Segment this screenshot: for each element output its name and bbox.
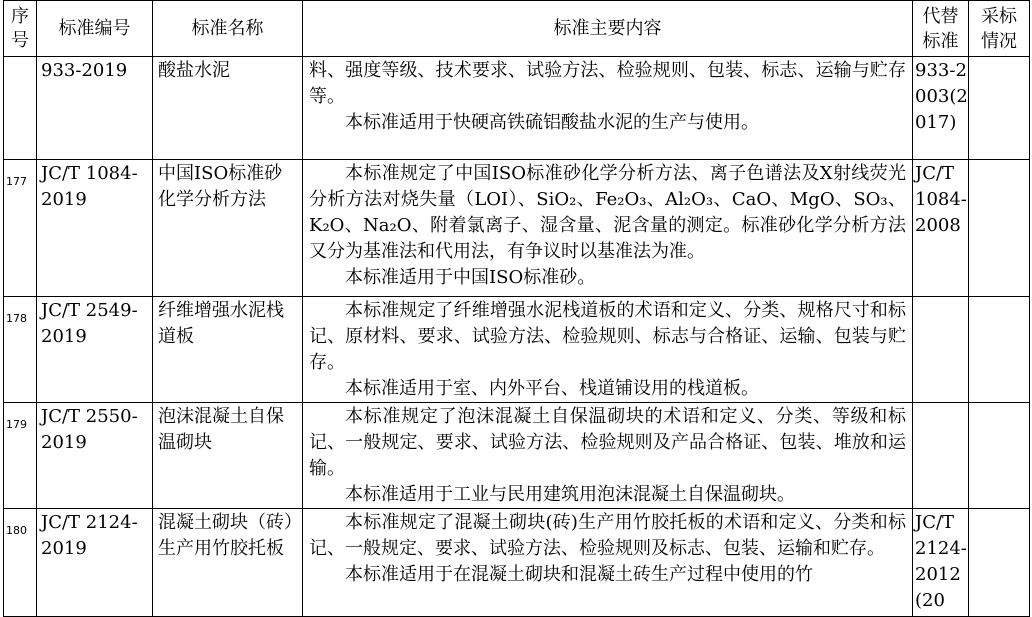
row-replaced: JC/T 2124-2012(20 — [913, 509, 969, 617]
content-paragraph: 本标准规定了混凝土砌块(砖)生产用竹胶托板的术语和定义、分类和标记、一般规定、要求、试验方法、检验规则及标志、包装、运输和贮存。 — [309, 512, 906, 559]
row-code: JC/T 2550-2019 — [37, 403, 153, 509]
row-code: JC/T 2124-2019 — [37, 509, 153, 617]
row-seq: 179 — [4, 403, 37, 509]
header-row — [4, 1, 1030, 57]
row-adoption — [969, 403, 1030, 509]
row-name: 中国ISO标准砂化学分析方法 — [153, 160, 303, 297]
row-name: 混凝土砌块（砖）生产用竹胶托板 — [153, 509, 303, 617]
row-name: 泡沫混凝土自保温砌块 — [153, 403, 303, 509]
row-replaced — [913, 403, 969, 509]
content-paragraph: 本标准适用于中国ISO标准砂。 — [345, 267, 596, 288]
table-row — [4, 403, 1030, 509]
content-paragraph: 料、强度等级、技术要求、试验方法、检验规则、包装、标志、运输与贮存等。 — [309, 60, 906, 107]
row-code: JC/T 2549-2019 — [37, 297, 153, 403]
row-content — [303, 160, 913, 297]
table-row — [4, 509, 1030, 617]
content-paragraph: 本标准规定了泡沫混凝土自保温砌块的术语和定义、分类、等级和标记、一般规定、要求、试验方法、检验规则及产品合格证、包装、堆放和运输。 — [309, 406, 906, 479]
standards-table — [3, 0, 1030, 617]
content-paragraph: 本标准适用于快硬高铁硫铝酸盐水泥的生产与使用。 — [345, 112, 759, 133]
content-paragraph: 本标准适用于室、内外平台、栈道铺设用的栈道板。 — [345, 378, 759, 399]
header-content: 标准主要内容 — [303, 1, 913, 57]
row-seq: 180 — [4, 509, 37, 617]
row-replaced — [913, 297, 969, 403]
table-row — [4, 57, 1030, 160]
row-seq — [4, 57, 37, 160]
content-paragraph: 本标准规定了纤维增强水泥栈道板的术语和定义、分类、规格尺寸和标记、原材料、要求、试验方法、检验规则、标志与合格证、运输、包装与贮存。 — [309, 300, 906, 373]
header-code: 标准编号 — [37, 1, 153, 57]
row-seq: 178 — [4, 297, 37, 403]
header-name: 标准名称 — [153, 1, 303, 57]
header-adoption: 采标情况 — [969, 1, 1030, 57]
row-code: 933-2019 — [37, 57, 153, 160]
content-paragraph: 本标准适用于在混凝土砌块和混凝土砖生产过程中使用的竹 — [345, 564, 813, 585]
table-row — [4, 160, 1030, 297]
row-replaced: 933-2003(2017) — [913, 57, 969, 160]
row-content — [303, 57, 913, 160]
content-paragraph: 本标准适用于工业与民用建筑用泡沫混凝土自保温砌块。 — [345, 484, 795, 505]
header-replaced: 代替标准 — [913, 1, 969, 57]
row-replaced: JC/T 1084-2008 — [913, 160, 969, 297]
row-content — [303, 509, 913, 617]
row-name: 酸盐水泥 — [153, 57, 303, 160]
row-seq: 177 — [4, 160, 37, 297]
header-seq: 序号 — [4, 1, 37, 57]
row-name: 纤维增强水泥栈道板 — [153, 297, 303, 403]
content-paragraph: 本标准规定了中国ISO标准砂化学分析方法、离子色谱法及X射线荧光分析方法对烧失量（LOI）、SiO₂、Fe₂O₃、Al₂O₃、CaO、MgO、SO₃、K₂O、Na₂O、附着氯离子、湿含量、泥含量的测定。标准砂化学分析方法又分为基准法和代用法，有争议时以基准法为准。 — [309, 163, 906, 262]
row-adoption — [969, 160, 1030, 297]
row-adoption — [969, 509, 1030, 617]
row-adoption — [969, 297, 1030, 403]
table-row — [4, 297, 1030, 403]
row-content — [303, 297, 913, 403]
row-code: JC/T 1084-2019 — [37, 160, 153, 297]
row-adoption — [969, 57, 1030, 160]
row-content — [303, 403, 913, 509]
